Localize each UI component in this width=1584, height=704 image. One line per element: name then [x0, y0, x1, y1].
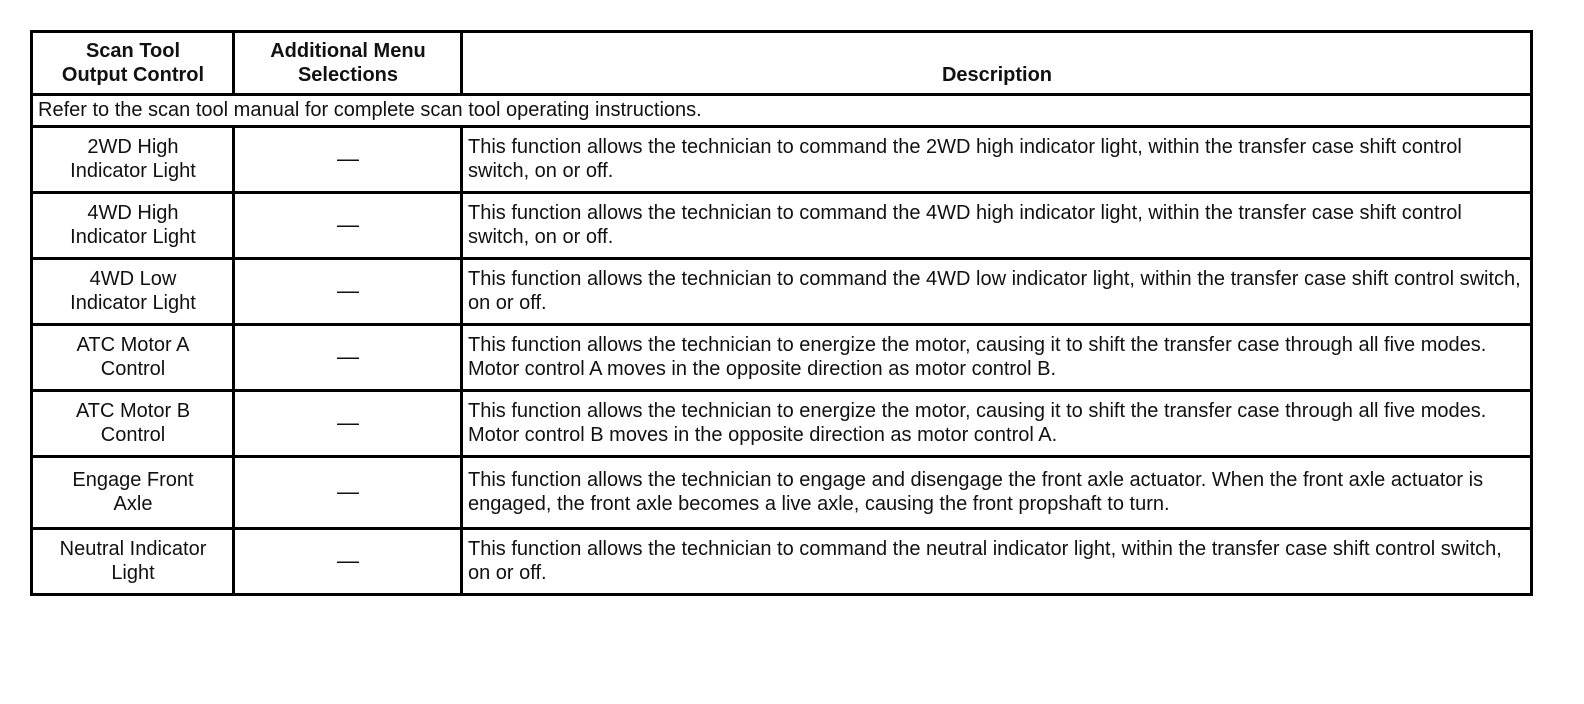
- table-row: [32, 529, 1532, 595]
- table-row: [32, 127, 1532, 193]
- output-control-name: [32, 193, 234, 259]
- name-line-2: Indicator Light: [70, 292, 196, 314]
- header-scan-tool-output-control: [32, 32, 234, 95]
- name-line-1: ATC Motor B: [75, 400, 191, 422]
- menu-selection: —: [234, 259, 462, 325]
- note-text: Refer to the scan tool manual for complete scan tool operating instructions.: [32, 95, 1532, 127]
- header-col2-line2: Selections: [297, 64, 399, 86]
- menu-selection: —: [234, 325, 462, 391]
- menu-selection: —: [234, 127, 462, 193]
- name-line-1: Neutral Indicator: [59, 538, 207, 560]
- name-line-2: Axle: [113, 493, 153, 515]
- name-line-1: ATC Motor A: [76, 334, 190, 356]
- header-col1-line2: Output Control: [61, 64, 205, 86]
- name-line-2: Light: [111, 562, 155, 584]
- name-line-2: Indicator Light: [70, 226, 196, 248]
- name-line-1: 4WD High: [87, 202, 179, 224]
- menu-selection: —: [234, 193, 462, 259]
- description-cell: This function allows the technician to engage and disengage the front axle actuator. When the front axle actuator is engaged, the front axle becomes a live axle, causing the front propshaft to turn.: [462, 457, 1532, 529]
- menu-selection: —: [234, 391, 462, 457]
- output-control-name: [32, 391, 234, 457]
- header-row: [32, 32, 1532, 95]
- note-row: [32, 95, 1532, 127]
- description-cell: This function allows the technician to energize the motor, causing it to shift the transfer case through all five modes. Motor control B moves in the opposite direction as motor control A.: [462, 391, 1532, 457]
- description-cell: This function allows the technician to command the 4WD high indicator light, within the transfer case shift control switch, on or off.: [462, 193, 1532, 259]
- table-row: [32, 325, 1532, 391]
- name-line-2: Control: [100, 424, 166, 446]
- output-control-name: [32, 325, 234, 391]
- name-line-1: Engage Front: [72, 469, 194, 491]
- description-cell: This function allows the technician to command the neutral indicator light, within the transfer case shift control switch, on or off.: [462, 529, 1532, 595]
- header-additional-menu-selections: [234, 32, 462, 95]
- description-cell: This function allows the technician to energize the motor, causing it to shift the transfer case through all five modes. Motor control A moves in the opposite direction as motor control B.: [462, 325, 1532, 391]
- output-control-name: [32, 457, 234, 529]
- table-row: [32, 391, 1532, 457]
- description-cell: This function allows the technician to command the 4WD low indicator light, within the transfer case shift control switch, on or off.: [462, 259, 1532, 325]
- menu-selection: —: [234, 529, 462, 595]
- table-row: [32, 259, 1532, 325]
- output-control-table: [30, 30, 1533, 596]
- name-line-1: 2WD High: [87, 136, 179, 158]
- description-cell: This function allows the technician to command the 2WD high indicator light, within the transfer case shift control switch, on or off.: [462, 127, 1532, 193]
- table-row: [32, 457, 1532, 529]
- header-col1-line1: Scan Tool: [85, 40, 181, 62]
- name-line-1: 4WD Low: [89, 268, 177, 290]
- header-col2-line1: Additional Menu: [270, 40, 426, 62]
- output-control-name: [32, 127, 234, 193]
- output-control-name: [32, 529, 234, 595]
- header-description: Description: [462, 32, 1532, 95]
- table-row: [32, 193, 1532, 259]
- output-control-name: [32, 259, 234, 325]
- name-line-2: Control: [100, 358, 166, 380]
- menu-selection: —: [234, 457, 462, 529]
- name-line-2: Indicator Light: [70, 160, 196, 182]
